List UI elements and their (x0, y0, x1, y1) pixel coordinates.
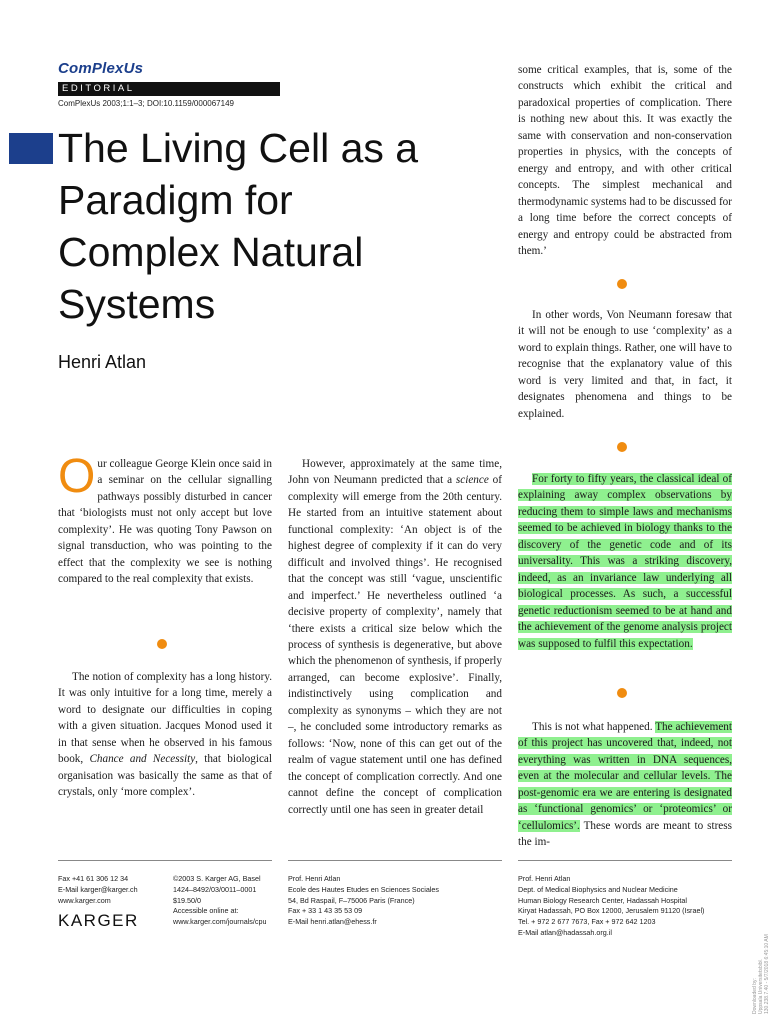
highlighted-text: The achievement of this project has uncovered that, indeed, not everything was written in DNA sequences, even at the molecular and cellular levels. The post-genomic era we are entering is designated as ‘functional genomics’ or ‘proteomics’ or ‘cellulomics’. (518, 721, 732, 832)
author-address-jerusalem: Prof. Henri Atlan Dept. of Medical Biophysics and Nuclear Medicine Human Biology Research Center, Hadassah Hospital Kiryat Hadassah, PO Box 12000, Jerusalem 91120 (Israel) Tel. + 972 2 677 7673, Fax + 972 642 1203 E-Mail atlan@hadassah.org.il (518, 874, 705, 937)
download-watermark: Downloaded by: Uppsala Universitetsbibl. 130.238.7.40 - 5/7/2018 6:45:10 AM (752, 934, 770, 1014)
paragraph: However, approximately at the same time, John von Neumann predicted that a science of complexity will emerge from the 20th century. He started from an intuitive statement about functional complexity: ‘An object is of the highest degree of complexity if it can do very difficult and involved things’. He recognised that the concept was still ‘vague, unscientific and imperfect.’ He nevertheless outlined ‘a decisive property of complexity’, namely that ‘there exists a critical size below which the process of synthesis is degenerative, but above which the phenomenon of synthesis, if properly arranged, can become explosive’. Finally, indistinctively using complication and complexity as synonyms – which they are not –, he concluded some introductory remarks as follows: ‘Now, none of this can get out of the realm of vague statement until one has defined the concept of complication correctly. And one cannot define the concept of complication correctly until one has seen in greater detail (288, 458, 502, 816)
author-email-link[interactable]: E-Mail atlan@hadassah.org.il (518, 927, 612, 937)
paragraph-text: ur colleague George Klein once said in a seminar on the cellular signalling pathways possibly disturbed in cancer that ‘biologists must not only accept but love complexity’. He was quoting Tony Pawson on signal transduction, who was pointing to the effect that the complexity we see is nothing compared to the real complexity that exists. (58, 458, 272, 586)
body-column-3 (518, 62, 732, 259)
paragraph: In other words, Von Neumann foresaw that it will not be enough to use ‘complexity’ as a word to explain things. Rather, one will have to recognise that the explanatory value of this word is very limited and that, in fact, it designates phenomena and things to be explained. (518, 309, 732, 420)
paragraph: This is not what happened. The achievement of this project has uncovered that, indeed, not everything was written in DNA sequences, even at the molecular and cellular levels. The post-genomic era we are entering is designated as ‘functional genomics’ or ‘proteomics’ or ‘cellulomics’. These words are meant to stress the im- (518, 721, 732, 849)
body-column-1-continued (58, 669, 272, 801)
citation-line: ComPlexUs 2003;1:1–3; DOI:10.1159/000067149 (58, 99, 234, 108)
author-name: Henri Atlan (58, 352, 147, 372)
highlighted-text: For forty to fifty years, the classical ideal of explaining away complex observations by reducing them to simple laws and mechanisms seemed to be achieved in biology thanks to the discovery of the genetic code and of its universality. This was a striking discovery, indeed, as an invariance law underlying all biological processes. As such, a successful genetic reductionism seemed to be at hand and the achievement of the genome analysis project was supposed to fulfil this expectation. (518, 473, 732, 650)
body-column-3-part-2 (518, 307, 732, 422)
copyright-block: ©2003 S. Karger AG, Basel 1424–8492/03/0011–0001 $19.50/0 Accessible online at: www.karger.com/journals/cpu (173, 874, 267, 927)
article-title: The Living Cell as a Paradigm for Complex Natural Systems (58, 125, 419, 327)
footer-rule (518, 860, 732, 861)
author-email-link[interactable]: E-Mail henri.atlan@ehess.fr (288, 917, 377, 927)
journal-url[interactable]: www.karger.com/journals/cpu (173, 917, 267, 927)
body-column-3-part-4 (518, 719, 732, 851)
section-divider-dot (157, 639, 167, 649)
section-divider-dot (617, 442, 627, 452)
author-address-paris: Prof. Henri Atlan Ecole des Hautes Etudes en Sciences Sociales 54, Bd Raspail, F–75006 Paris (France) Fax + 33 1 43 35 53 09 E-Mail henri.atlan@ehess.fr (288, 874, 440, 927)
footer-rule (58, 860, 272, 861)
publisher-contact: Fax +41 61 306 12 34 E-Mail karger@karger.ch www.karger.com (58, 874, 138, 905)
journal-logo: ComPlexUs (58, 60, 144, 77)
footer-rule (288, 860, 502, 861)
body-column-1 (58, 450, 272, 588)
drop-cap: O (58, 450, 96, 503)
section-divider-dot (617, 688, 627, 698)
title-marker (9, 133, 53, 164)
book-title: Chance and Necessity (89, 753, 196, 766)
body-column-2 (288, 456, 502, 818)
emphasis: science (455, 474, 489, 487)
section-divider-dot (617, 279, 627, 289)
paragraph (58, 450, 272, 588)
paragraph: The notion of complexity has a long history. It was only intuitive for a long time, merely a word to designate our difficulties in coping with a given situation. Jacques Monod used it in that sense when he observed in his famous book, Chance and Necessity, that biological organisation was basically the same as that of crystals, only ‘more complex’. (58, 671, 273, 799)
publisher-logo: KARGER (58, 911, 139, 930)
paragraph: some critical examples, that is, some of the constructs which exhibit the critical and paradoxical properties of complication. There is nothing new about this. It was exactly the same with conservation and non-conservation properties in physics, with the concepts of energy and entropy, and with other critical concepts. The simplest mechanical and thermodynamic systems had to be discussed for a long time before the correct concepts of energy and entropy could be abstracted from them.’ (518, 64, 732, 257)
body-column-3-part-3 (518, 471, 732, 652)
section-label: EDITORIAL (58, 82, 280, 96)
paragraph (518, 471, 732, 652)
